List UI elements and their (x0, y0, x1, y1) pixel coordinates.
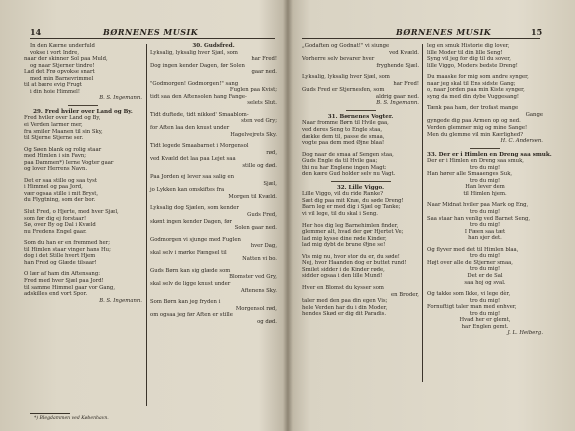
verse-line: Han lever dem (465, 184, 505, 191)
verse-line: til Himlen hjem. (463, 190, 507, 197)
verse-line: Lyksalig, lyksalig hver Sjæl, som (302, 74, 390, 81)
verse-line: Lyksalig dog Sjælen, som kender (150, 205, 239, 212)
section-separator (68, 105, 98, 106)
song-title: 33. Der er i Himlen en Dreng saa smuk. (427, 151, 552, 158)
verse-line: hver Dag, (250, 243, 277, 250)
verse-line: Natten vi bo. (242, 256, 277, 263)
verse-line: lad mig kysse dine røde Kinder, (302, 235, 387, 242)
song-title: 31. Børnenes Vogter. (327, 113, 394, 120)
section-separator (331, 181, 391, 182)
verse-line: Guds Fred er Stjernesfen, som (302, 87, 385, 94)
verse-line: Hagelvejrets Sky. (230, 131, 277, 138)
footnote: *) Blegdammen ved København. (34, 416, 109, 421)
verse-line: Vis mig nu, hvor stor du er, du søde! (302, 253, 400, 260)
verse-line: tro du mig! (469, 297, 501, 304)
verse-line: Lyksalig, lyksalig hver Sjæl, som (150, 49, 238, 56)
verse-line: med Himlen i sin Favn; (24, 153, 87, 160)
verse-line: Men du glemme vil min Kærlighed? (427, 131, 524, 138)
author-credit: J. L. Heiberg. (507, 330, 543, 337)
verse-line: Det er de Sal (467, 272, 503, 279)
verse-line: „Godaften og Godnat!" vi siunge (302, 43, 390, 49)
verse-line: I Fæen saa tæt (464, 228, 506, 235)
verse-line: dog i det Stille hvert Hjem (24, 253, 96, 260)
verse-line: Smilet sidder i de Kinder røde, (302, 266, 385, 273)
verse-line: til at bære evig Frugt (24, 82, 82, 89)
verse-line: Som Børn kan jeg fryden i (150, 299, 221, 306)
verse-line: Godmorgen vi sjunge med Fuglen (150, 236, 241, 243)
verse-line: Barn leg er med dig i Sjæl og Tanke; (302, 204, 401, 211)
verse-line: Aftenens Sky. (240, 287, 277, 294)
right-page-number: 15 (531, 27, 543, 37)
song-title: 29. Fred hviler over Land og By. (33, 108, 133, 115)
verse-line: vi vil lege, til du skal i Seng. (302, 211, 378, 218)
verse-line: gyngede dig paa Armen op og ned. (427, 118, 521, 125)
left-column-2 (150, 43, 277, 325)
verse-block (302, 43, 419, 100)
verse-line: Tidt legede Smaabarnet i Morgensol (150, 143, 249, 150)
verse-line: o, naar Jorden paa min Kiste synger, (427, 87, 525, 94)
verse-block (24, 43, 142, 95)
verse-line: til Himlen staar vinger hans Hu; (24, 246, 111, 253)
verse-line: Sø, over By og Dal i Kvæld (24, 222, 96, 229)
verse-line: Dog naar de smaa af Sengen staa, (302, 151, 394, 158)
verse-line: syng da med din dybe Vuggesang! (427, 93, 520, 100)
verse-line: og lover Herrens Navn. (24, 166, 88, 173)
verse-line: Guds Engle da til Hvile gaa; (302, 158, 378, 165)
verse-line: har Fred! (393, 80, 419, 87)
left-header-rule (30, 38, 275, 39)
verse-line: har Englen gemt. (461, 323, 509, 330)
verse-line: Lille Viggo, vil du ride Ranke? (302, 191, 384, 198)
verse-line: Morgen til Kvæld. (228, 193, 277, 200)
verse-line: Nej, hvor Haanden dog er buttet rund! (302, 260, 407, 267)
right-header-rule (302, 38, 540, 39)
verse-block (150, 50, 277, 326)
verse-line: fra smiler Maanen til sin Sky, (24, 128, 103, 135)
verse-line: hendes Skød er dig dit Paradis. (302, 311, 387, 318)
verse-line: paa Dammen*) Ierne Vogter gaar (24, 159, 114, 166)
verse-line: tro du mig! (469, 209, 501, 216)
verse-line: vogte paa dem med Øjne blaa! (302, 140, 385, 147)
verse-line: Tænk paa ham, der trofast mange (427, 105, 519, 112)
verse-line: hele Verden har du i din Moder, (302, 304, 388, 311)
verse-line: om ogsaa jeg før Aften er stille (150, 312, 233, 319)
verse-line: taler med den paa din egen Vis; (302, 298, 388, 305)
verse-line: lad mig dybt de brune Øjne se! (302, 242, 386, 249)
verse-line: jo Lykken kan omskiftes fra (150, 187, 225, 194)
verse-line: Saa staar han venlig ved Barnet Seng, (427, 215, 531, 222)
verse-line: Der er i Himlen en Dreng saa smuk, (427, 158, 524, 165)
verse-line: i Himmel og paa Jord, (24, 184, 83, 191)
verse-line: i din hoie Himmel! (30, 88, 80, 95)
right-page-header: BØRNENES MUSIK (396, 27, 492, 37)
verse-line: Du maaske for mig som andre synger, (427, 74, 529, 81)
verse-line: Højt over alle de Stjerner smaa, (427, 259, 513, 266)
verse-line: Og flyver med det til Himlen blaa, (427, 246, 519, 253)
verse-line: Og Søen blank og rolig staar (24, 146, 102, 153)
verse-line: sten ved Gry; (241, 118, 277, 125)
verse-line: til Stjerne Stjerne ser. (24, 135, 84, 142)
section-separator (470, 148, 500, 149)
verse-line: O lær af ham din Aftensang: (24, 271, 101, 278)
verse-line: Verden glemmer mig og mine Sange! (427, 125, 528, 132)
author-credit: B. S. Ingemann. (376, 100, 419, 107)
book-gutter-shadow (283, 0, 293, 431)
verse-line: leg en smuk Historie dig lover, (427, 43, 510, 49)
verse-line: skønt ingen kender Dagen, før (150, 218, 232, 225)
verse-line: thi nu har Englene ingen Magt: (302, 164, 387, 171)
verse-line: for Aften laa den knust under (150, 125, 230, 132)
verse-line: Sæt dig paa mit Knæ, du søde Dreng! (302, 197, 404, 204)
verse-line: Fred hviler over Land og By, (24, 115, 101, 122)
verse-line: aldrig gaar ned. (375, 93, 419, 100)
verse-line: Blomster ved Gry, (229, 274, 277, 281)
verse-line: Gange (525, 111, 543, 118)
author-credit: B. S. Ingemann. (99, 95, 142, 102)
verse-block (302, 120, 419, 177)
verse-line: en Broder, (390, 291, 419, 298)
verse-line: Tidt duftede, tidt nikked' Smaablom- (150, 111, 249, 118)
verse-line: Guds Fred, (247, 212, 277, 219)
verse-line: naar der skinner Sol paa Muld, (24, 56, 108, 63)
verse-line: Naar fromme Børn til Hvile gaa, (302, 120, 389, 127)
verse-line: Hver en Blomst du kysser som (302, 284, 384, 291)
verse-line: ved deres Seng to Engle staa, (302, 127, 383, 134)
left-page-header: BØRNENES MUSIK (103, 27, 199, 37)
right-column-divider (422, 44, 423, 382)
author-credit: B. S. Ingemann. (99, 297, 142, 304)
verse-line: ei Verden larmer mer, (24, 122, 83, 129)
verse-line: Sjæl, (263, 180, 277, 187)
verse-line: tro du mig! (469, 253, 501, 260)
verse-line: selets Slut. (247, 100, 277, 107)
verse-line: den kære Gud holder selv nu Vagt. (302, 171, 396, 178)
verse-line: skal selv de ligge knust under (150, 280, 231, 287)
verse-line: Som du han er en fremmed her; (24, 240, 110, 247)
verse-line: Fornuftigt taler man med enhver, (427, 304, 517, 311)
verse-line: lille Viggo, Moders bedste Dreng! (427, 62, 518, 69)
verse-line: Lad det Frø opvokse snart (24, 69, 95, 76)
verse-line: Slut Fred, o Hjerte, med hver Sjæl, (24, 209, 119, 216)
verse-line: In den Kærne underfuld (30, 43, 95, 49)
left-page-number: 14 (30, 27, 42, 37)
right-column-2 (427, 43, 552, 337)
verse-line: du Flygtning, som der bor. (24, 197, 96, 204)
verse-line: Hvad her er glemt, (459, 317, 511, 324)
author-credit: H. C. Andersen. (500, 138, 543, 145)
verse-line: nu Fredens Engel gaar. (24, 228, 87, 235)
left-column-divider (146, 44, 147, 406)
verse-line: "Godmorgen! Godmorgen!" sang (150, 80, 239, 87)
verse-line: Vorherre selv bevarer hver (302, 56, 375, 63)
verse-line: Guds Børn kan sig glæde som (150, 267, 231, 274)
verse-line: ved Kvæld. (389, 49, 419, 56)
footnote-rule (30, 413, 70, 414)
verse-block (302, 191, 419, 317)
verse-line: som før dig ej forstaar! (24, 215, 87, 222)
verse-line: tidt saa den Aftensolen hang Fange- (150, 93, 247, 100)
verse-line: Syng vil jeg for dig til du sover, (427, 56, 511, 63)
verse-line: adskilles end vort Spor. (24, 291, 88, 298)
verse-line: Han hører alle Smaaenges Suk, (427, 171, 513, 178)
verse-line: glemmer alt, hvad der gør Hjertet Ve; (302, 229, 404, 236)
verse-line: han sjer det. (468, 235, 502, 242)
verse-block (24, 115, 142, 297)
verse-line: Paa Jorden ej lever saa salig en (150, 174, 235, 181)
verse-block (427, 43, 543, 138)
verse-line: vær ogsaa stille i mit Bryst, (24, 190, 99, 197)
verse-line: han Fred og Glæde tilsaar! (24, 259, 97, 266)
verse-line: Her hos dig leg Barnehimlen finder, (302, 222, 399, 229)
right-page (288, 0, 575, 431)
verse-line: og naar Stjerner tindre! (30, 62, 95, 69)
verse-line: og død. (257, 318, 277, 325)
verse-line: saa hoj og sval. (464, 279, 506, 286)
song-title: 30. Gudsfred. (192, 43, 235, 49)
verse-line: til samme Himmel gaar vor Gang, (24, 284, 116, 291)
verse-line: sidder ogsaa i den lille Mund! (302, 273, 383, 280)
verse-line: Fuglen paa Kvist; (229, 87, 277, 94)
verse-line: gaar ned. (251, 69, 277, 76)
verse-block (427, 158, 543, 330)
verse-line: vokse i vort Indre, (30, 49, 80, 56)
verse-line: Naar Midnat hviler paa Mark og Eng, (427, 202, 529, 209)
verse-line: dække dem til, passe de smaa, (302, 133, 385, 140)
song-title: 32. Lille Viggo. (336, 184, 385, 191)
verse-line: Fred med hver Sjæl paa Jord! (24, 277, 104, 284)
verse-line: fryghende Sjæl. (376, 62, 419, 69)
verse-line: Morgensol rød, (235, 305, 277, 312)
verse-line: ved Kvæld det laa paa Lejet saa (150, 156, 236, 163)
left-page (0, 0, 287, 431)
verse-line: Og takke som Ikke, vi lege dèr, (427, 291, 511, 298)
verse-line: Dog ingen kender Dagen, før Solen (150, 62, 245, 69)
verse-line: tro du mig! (469, 266, 501, 273)
section-separator (346, 110, 376, 111)
verse-line: lille Moder til din lille Seng! (427, 49, 503, 56)
verse-line: Det er saa stille og saa tyst (24, 177, 97, 184)
verse-line: naar jeg skal til Ens sidste Gang; (427, 80, 516, 87)
verse-line: tro du mig! (469, 164, 501, 171)
verse-line: tro du mig! (469, 222, 501, 229)
verse-line: skal selv i mørke Fængsel til (150, 249, 227, 256)
verse-line: stille og død. (242, 162, 277, 169)
right-column-1 (302, 43, 419, 318)
verse-line: tro du mig! (469, 177, 501, 184)
verse-line: tro du mig! (469, 310, 501, 317)
verse-line: rød, (266, 149, 277, 156)
verse-line: har Fred! (251, 56, 277, 63)
left-column-1 (24, 43, 142, 304)
verse-line: med min Barnevrimmel (30, 75, 94, 82)
verse-line: Solen gaar ned. (234, 225, 277, 232)
